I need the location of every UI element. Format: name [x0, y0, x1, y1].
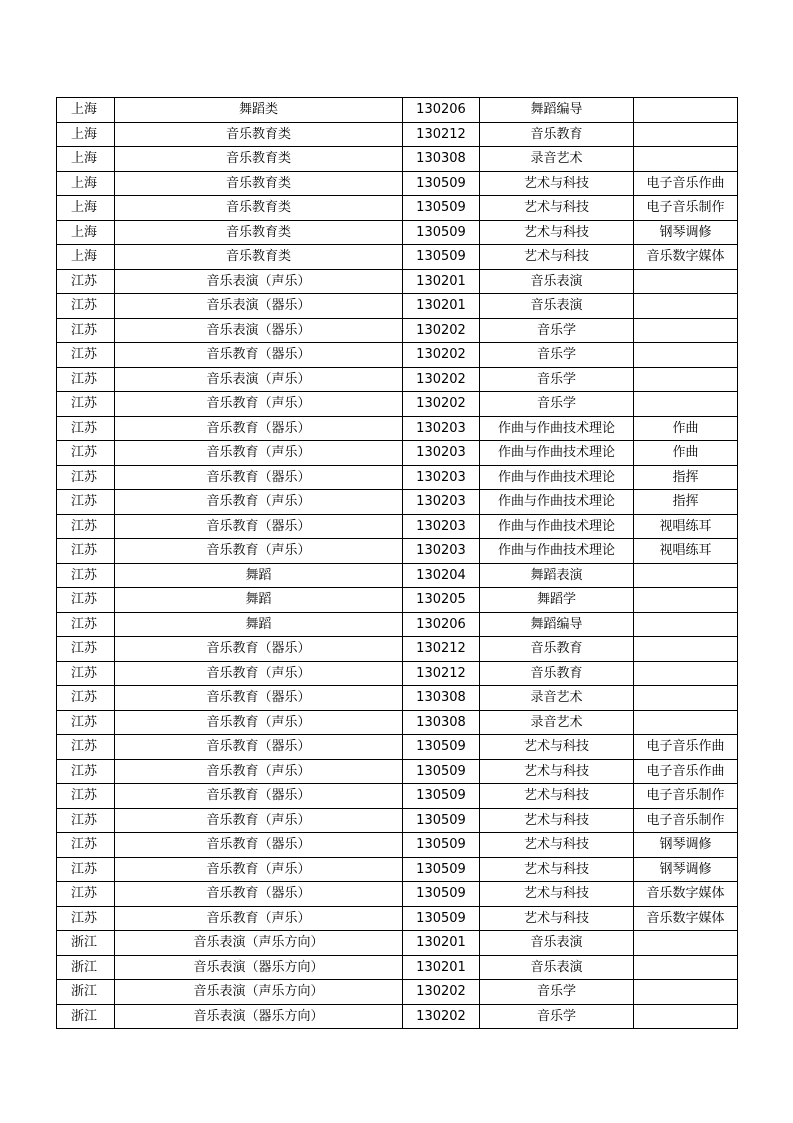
category-cell: 音乐教育（器乐）: [115, 784, 403, 809]
table-row: [57, 955, 738, 980]
major-name-cell: 音乐学: [480, 1004, 634, 1029]
direction-cell: 电子音乐制作: [634, 784, 738, 809]
province-cell: 江苏: [57, 808, 115, 833]
category-cell: 音乐教育类: [115, 196, 403, 221]
province-cell: 上海: [57, 171, 115, 196]
major-code-cell: 130202: [403, 318, 480, 343]
table-row: [57, 122, 738, 147]
category-cell: 音乐教育（声乐）: [115, 808, 403, 833]
category-cell: 音乐教育（声乐）: [115, 710, 403, 735]
table-row: [57, 441, 738, 466]
direction-cell: [634, 294, 738, 319]
table-row: [57, 367, 738, 392]
direction-cell: [634, 686, 738, 711]
direction-cell: [634, 122, 738, 147]
major-code-cell: 130212: [403, 122, 480, 147]
major-code-cell: 130203: [403, 539, 480, 564]
major-name-cell: 艺术与科技: [480, 906, 634, 931]
province-cell: 浙江: [57, 980, 115, 1005]
direction-cell: [634, 367, 738, 392]
table-row: [57, 808, 738, 833]
major-code-cell: 130509: [403, 784, 480, 809]
direction-cell: [634, 931, 738, 956]
direction-cell: 指挥: [634, 490, 738, 515]
direction-cell: [634, 343, 738, 368]
direction-cell: 音乐数字媒体: [634, 882, 738, 907]
major-name-cell: 录音艺术: [480, 147, 634, 172]
table-body: [57, 98, 738, 1029]
major-name-cell: 音乐学: [480, 318, 634, 343]
direction-cell: [634, 147, 738, 172]
province-cell: 江苏: [57, 735, 115, 760]
category-cell: 音乐教育（器乐）: [115, 343, 403, 368]
category-cell: 舞蹈: [115, 563, 403, 588]
category-cell: 音乐教育类: [115, 220, 403, 245]
major-name-cell: 舞蹈编导: [480, 98, 634, 123]
province-cell: 上海: [57, 196, 115, 221]
major-name-cell: 艺术与科技: [480, 759, 634, 784]
province-cell: 江苏: [57, 465, 115, 490]
province-cell: 浙江: [57, 1004, 115, 1029]
direction-cell: 电子音乐制作: [634, 196, 738, 221]
direction-cell: 钢琴调修: [634, 857, 738, 882]
major-name-cell: 音乐表演: [480, 955, 634, 980]
category-cell: 音乐表演（声乐）: [115, 367, 403, 392]
category-cell: 音乐教育（声乐）: [115, 906, 403, 931]
major-code-cell: 130509: [403, 171, 480, 196]
major-code-cell: 130202: [403, 343, 480, 368]
province-cell: 江苏: [57, 441, 115, 466]
major-name-cell: 音乐表演: [480, 294, 634, 319]
province-cell: 上海: [57, 98, 115, 123]
province-cell: 江苏: [57, 784, 115, 809]
direction-cell: 音乐数字媒体: [634, 245, 738, 270]
category-cell: 音乐教育（声乐）: [115, 539, 403, 564]
table-row: [57, 710, 738, 735]
major-code-cell: 130203: [403, 514, 480, 539]
major-code-cell: 130509: [403, 196, 480, 221]
major-name-cell: 艺术与科技: [480, 196, 634, 221]
major-code-cell: 130308: [403, 147, 480, 172]
category-cell: 音乐表演（器乐）: [115, 294, 403, 319]
category-cell: 音乐表演（声乐方向）: [115, 980, 403, 1005]
major-name-cell: 舞蹈学: [480, 588, 634, 613]
province-cell: 江苏: [57, 269, 115, 294]
category-cell: 音乐教育类: [115, 245, 403, 270]
major-code-cell: 130509: [403, 882, 480, 907]
province-cell: 江苏: [57, 490, 115, 515]
direction-cell: 钢琴调修: [634, 833, 738, 858]
category-cell: 音乐教育（声乐）: [115, 759, 403, 784]
major-name-cell: 艺术与科技: [480, 784, 634, 809]
table-row: [57, 416, 738, 441]
major-name-cell: 艺术与科技: [480, 735, 634, 760]
province-cell: 江苏: [57, 882, 115, 907]
major-code-cell: 130206: [403, 612, 480, 637]
major-name-cell: 艺术与科技: [480, 857, 634, 882]
province-cell: 江苏: [57, 686, 115, 711]
province-cell: 上海: [57, 245, 115, 270]
direction-cell: 电子音乐作曲: [634, 735, 738, 760]
major-code-cell: 130205: [403, 588, 480, 613]
major-name-cell: 音乐表演: [480, 931, 634, 956]
table-row: [57, 98, 738, 123]
major-name-cell: 作曲与作曲技术理论: [480, 416, 634, 441]
major-code-cell: 130201: [403, 955, 480, 980]
province-cell: 上海: [57, 220, 115, 245]
major-code-cell: 130308: [403, 686, 480, 711]
category-cell: 音乐教育类: [115, 122, 403, 147]
province-cell: 江苏: [57, 759, 115, 784]
major-name-cell: 作曲与作曲技术理论: [480, 490, 634, 515]
table-row: [57, 980, 738, 1005]
province-cell: 江苏: [57, 539, 115, 564]
category-cell: 音乐教育（器乐）: [115, 882, 403, 907]
province-cell: 江苏: [57, 588, 115, 613]
major-name-cell: 作曲与作曲技术理论: [480, 514, 634, 539]
major-code-cell: 130204: [403, 563, 480, 588]
major-code-cell: 130212: [403, 637, 480, 662]
direction-cell: 钢琴调修: [634, 220, 738, 245]
province-cell: 浙江: [57, 955, 115, 980]
major-code-cell: 130203: [403, 465, 480, 490]
category-cell: 音乐教育（器乐）: [115, 637, 403, 662]
category-cell: 音乐教育类: [115, 147, 403, 172]
major-name-cell: 作曲与作曲技术理论: [480, 441, 634, 466]
major-name-cell: 作曲与作曲技术理论: [480, 539, 634, 564]
direction-cell: 电子音乐作曲: [634, 759, 738, 784]
direction-cell: 视唱练耳: [634, 514, 738, 539]
major-code-cell: 130509: [403, 735, 480, 760]
major-name-cell: 艺术与科技: [480, 171, 634, 196]
table-row: [57, 343, 738, 368]
province-cell: 江苏: [57, 612, 115, 637]
category-cell: 音乐表演（声乐方向）: [115, 931, 403, 956]
major-code-cell: 130203: [403, 490, 480, 515]
direction-cell: [634, 588, 738, 613]
direction-cell: [634, 392, 738, 417]
province-cell: 江苏: [57, 906, 115, 931]
direction-cell: [634, 269, 738, 294]
table-row: [57, 931, 738, 956]
table-row: [57, 171, 738, 196]
category-cell: 音乐表演（器乐方向）: [115, 955, 403, 980]
direction-cell: 指挥: [634, 465, 738, 490]
major-code-cell: 130509: [403, 857, 480, 882]
major-name-cell: 录音艺术: [480, 686, 634, 711]
category-cell: 舞蹈类: [115, 98, 403, 123]
direction-cell: [634, 710, 738, 735]
major-name-cell: 舞蹈表演: [480, 563, 634, 588]
major-name-cell: 音乐学: [480, 980, 634, 1005]
table-row: [57, 220, 738, 245]
category-cell: 音乐教育（器乐）: [115, 514, 403, 539]
direction-cell: [634, 98, 738, 123]
major-code-cell: 130202: [403, 980, 480, 1005]
table-row: [57, 759, 738, 784]
major-code-cell: 130206: [403, 98, 480, 123]
province-cell: 江苏: [57, 318, 115, 343]
direction-cell: [634, 955, 738, 980]
category-cell: 音乐教育（声乐）: [115, 490, 403, 515]
major-name-cell: 作曲与作曲技术理论: [480, 465, 634, 490]
table-row: [57, 196, 738, 221]
major-name-cell: 舞蹈编导: [480, 612, 634, 637]
table-row: [57, 514, 738, 539]
table-row: [57, 294, 738, 319]
province-cell: 江苏: [57, 710, 115, 735]
direction-cell: [634, 612, 738, 637]
category-cell: 音乐教育（声乐）: [115, 857, 403, 882]
major-name-cell: 艺术与科技: [480, 220, 634, 245]
category-cell: 音乐表演（器乐）: [115, 318, 403, 343]
table-row: [57, 490, 738, 515]
major-name-cell: 音乐学: [480, 392, 634, 417]
table-row: [57, 833, 738, 858]
major-code-cell: 130201: [403, 269, 480, 294]
direction-cell: [634, 637, 738, 662]
major-code-cell: 130203: [403, 441, 480, 466]
major-code-cell: 130202: [403, 392, 480, 417]
category-cell: 音乐教育（器乐）: [115, 465, 403, 490]
major-code-cell: 130308: [403, 710, 480, 735]
major-code-cell: 130509: [403, 220, 480, 245]
major-code-cell: 130203: [403, 416, 480, 441]
major-code-cell: 130509: [403, 245, 480, 270]
major-name-cell: 录音艺术: [480, 710, 634, 735]
category-cell: 舞蹈: [115, 612, 403, 637]
table-row: [57, 784, 738, 809]
table-row: [57, 318, 738, 343]
major-code-cell: 130509: [403, 759, 480, 784]
table-row: [57, 269, 738, 294]
category-cell: 音乐教育（声乐）: [115, 441, 403, 466]
direction-cell: [634, 318, 738, 343]
table-row: [57, 588, 738, 613]
province-cell: 江苏: [57, 563, 115, 588]
category-cell: 舞蹈: [115, 588, 403, 613]
direction-cell: [634, 980, 738, 1005]
category-cell: 音乐表演（声乐）: [115, 269, 403, 294]
table-row: [57, 637, 738, 662]
major-name-cell: 艺术与科技: [480, 882, 634, 907]
direction-cell: 电子音乐作曲: [634, 171, 738, 196]
major-code-cell: 130509: [403, 808, 480, 833]
province-cell: 江苏: [57, 833, 115, 858]
major-table: [56, 97, 738, 1029]
table-row: [57, 882, 738, 907]
direction-cell: 作曲: [634, 441, 738, 466]
major-name-cell: 音乐学: [480, 367, 634, 392]
table-row: [57, 539, 738, 564]
province-cell: 江苏: [57, 392, 115, 417]
direction-cell: 作曲: [634, 416, 738, 441]
province-cell: 浙江: [57, 931, 115, 956]
major-name-cell: 音乐教育: [480, 637, 634, 662]
major-name-cell: 艺术与科技: [480, 808, 634, 833]
table-row: [57, 906, 738, 931]
major-code-cell: 130509: [403, 906, 480, 931]
direction-cell: [634, 661, 738, 686]
direction-cell: [634, 563, 738, 588]
direction-cell: 电子音乐制作: [634, 808, 738, 833]
province-cell: 江苏: [57, 416, 115, 441]
province-cell: 上海: [57, 122, 115, 147]
table-row: [57, 612, 738, 637]
direction-cell: 音乐数字媒体: [634, 906, 738, 931]
table-row: [57, 465, 738, 490]
table-row: [57, 1004, 738, 1029]
province-cell: 江苏: [57, 343, 115, 368]
major-name-cell: 音乐学: [480, 343, 634, 368]
major-code-cell: 130202: [403, 367, 480, 392]
province-cell: 江苏: [57, 294, 115, 319]
province-cell: 江苏: [57, 514, 115, 539]
table-row: [57, 857, 738, 882]
category-cell: 音乐教育（声乐）: [115, 392, 403, 417]
province-cell: 江苏: [57, 857, 115, 882]
province-cell: 江苏: [57, 637, 115, 662]
major-name-cell: 音乐教育: [480, 122, 634, 147]
category-cell: 音乐教育（器乐）: [115, 686, 403, 711]
province-cell: 江苏: [57, 661, 115, 686]
table-row: [57, 661, 738, 686]
major-code-cell: 130509: [403, 833, 480, 858]
table-row: [57, 392, 738, 417]
major-code-cell: 130202: [403, 1004, 480, 1029]
table-row: [57, 245, 738, 270]
major-code-cell: 130201: [403, 294, 480, 319]
major-code-cell: 130201: [403, 931, 480, 956]
major-name-cell: 艺术与科技: [480, 833, 634, 858]
category-cell: 音乐教育（器乐）: [115, 416, 403, 441]
major-name-cell: 音乐教育: [480, 661, 634, 686]
province-cell: 上海: [57, 147, 115, 172]
province-cell: 江苏: [57, 367, 115, 392]
direction-cell: 视唱练耳: [634, 539, 738, 564]
category-cell: 音乐教育（器乐）: [115, 735, 403, 760]
category-cell: 音乐教育类: [115, 171, 403, 196]
major-code-cell: 130212: [403, 661, 480, 686]
category-cell: 音乐教育（器乐）: [115, 833, 403, 858]
table-row: [57, 147, 738, 172]
table-row: [57, 735, 738, 760]
table-row: [57, 686, 738, 711]
category-cell: 音乐表演（器乐方向）: [115, 1004, 403, 1029]
major-name-cell: 艺术与科技: [480, 245, 634, 270]
category-cell: 音乐教育（声乐）: [115, 661, 403, 686]
direction-cell: [634, 1004, 738, 1029]
table-row: [57, 563, 738, 588]
major-name-cell: 音乐表演: [480, 269, 634, 294]
